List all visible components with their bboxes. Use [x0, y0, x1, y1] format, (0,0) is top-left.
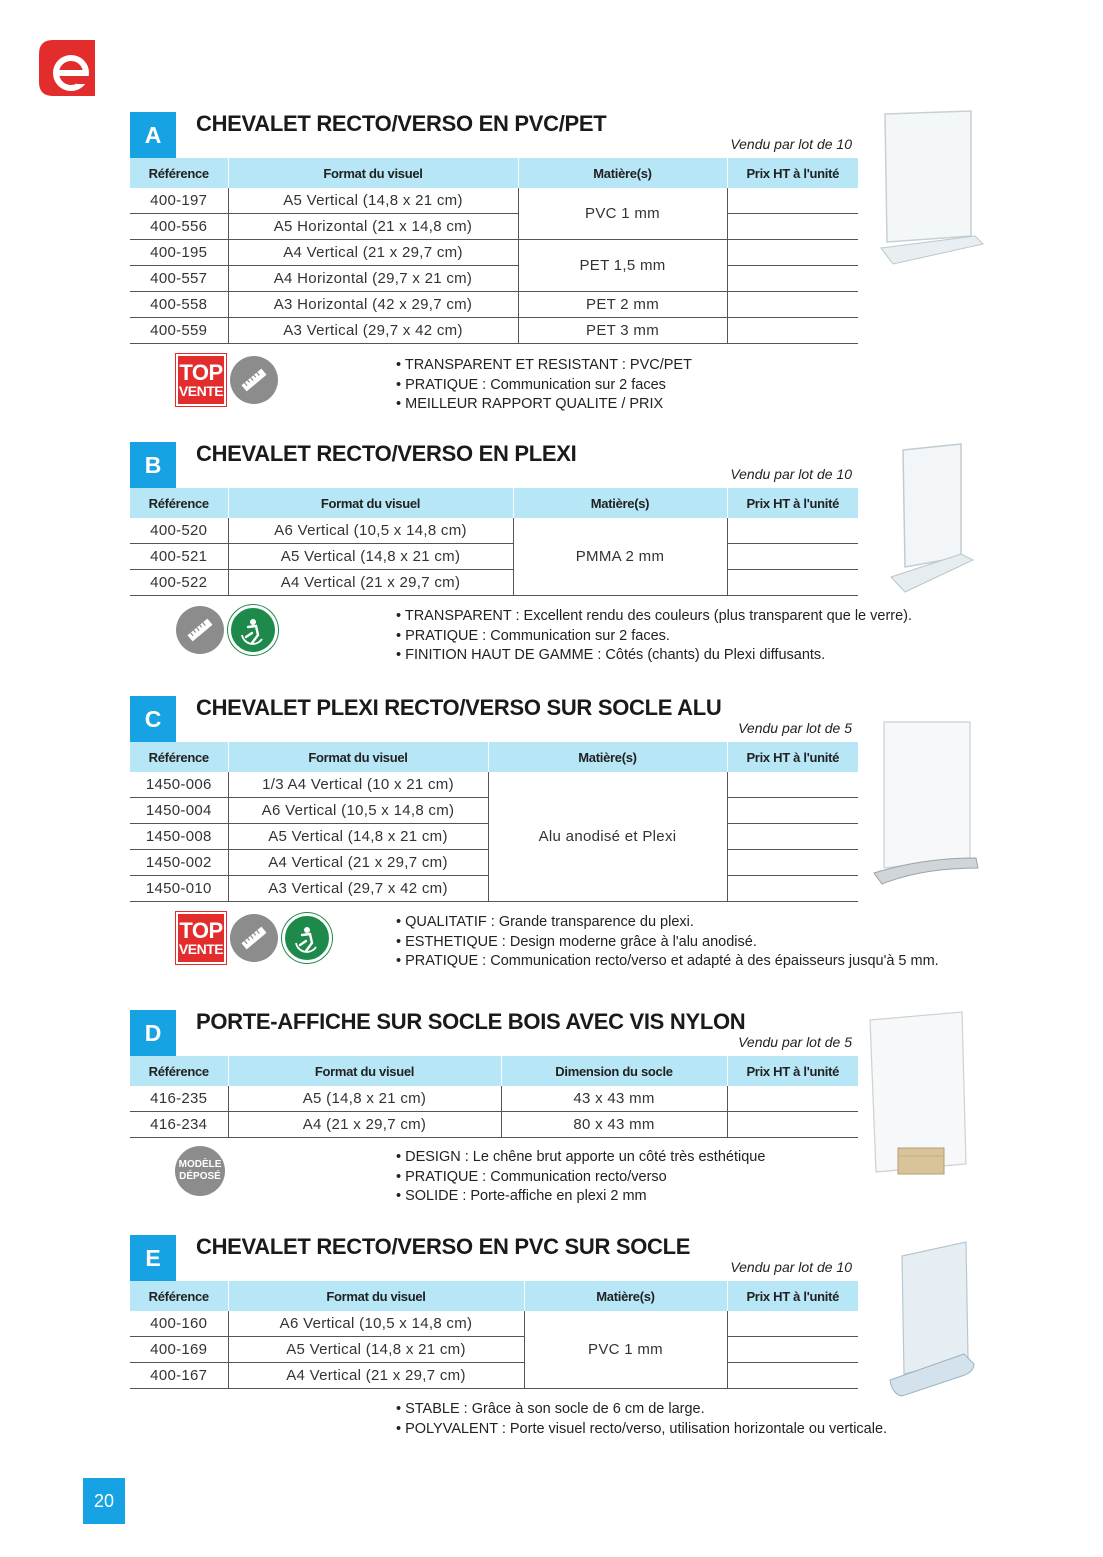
feature-item: • QUALITATIF : Grande transparence du plexi. — [396, 913, 939, 933]
cell-reference: 1450-006 — [130, 772, 228, 798]
section-letter: A — [130, 112, 176, 158]
cell-price — [727, 1363, 858, 1389]
cell-reference: 400-557 — [130, 266, 228, 292]
cell-reference: 400-169 — [130, 1337, 228, 1363]
cell-reference: 400-521 — [130, 544, 228, 570]
feature-item: • MEILLEUR RAPPORT QUALITE / PRIX — [396, 395, 692, 415]
cell-material: PET 2 mm — [518, 292, 727, 318]
section-e — [130, 1235, 858, 1395]
recycle-icon — [282, 913, 332, 963]
cell-material: PVC 1 mm — [518, 188, 727, 240]
section-letter: C — [130, 696, 176, 742]
cell-price — [727, 850, 858, 876]
top-vente-badge: TOP VENTE — [176, 912, 226, 964]
cell-reference: 400-558 — [130, 292, 228, 318]
col-header-reference: Référence — [130, 488, 228, 518]
section-title: CHEVALET RECTO/VERSO EN PVC SUR SOCLE — [196, 1234, 691, 1259]
feature-item: • PRATIQUE : Communication sur 2 faces. — [396, 627, 912, 647]
table-row — [130, 772, 858, 798]
cell-reference: 400-556 — [130, 214, 228, 240]
feature-item: • SOLIDE : Porte-affiche en plexi 2 mm — [396, 1187, 765, 1207]
table-row — [130, 240, 858, 266]
cell-reference: 400-197 — [130, 188, 228, 214]
features-list-e — [396, 1400, 887, 1439]
cell-price — [727, 798, 858, 824]
product-photo-a — [875, 108, 987, 270]
product-table — [130, 488, 858, 596]
table-row — [130, 1337, 858, 1363]
section-b — [130, 442, 858, 602]
col-header-format: Format du visuel — [228, 1056, 501, 1086]
col-header-price: Prix HT à l'unité — [727, 158, 858, 188]
product-table — [130, 158, 858, 344]
cell-reference: 1450-008 — [130, 824, 228, 850]
features-list-c — [396, 913, 939, 972]
feature-item: • TRANSPARENT ET RESISTANT : PVC/PET — [396, 356, 692, 376]
cell-format: A4 (21 x 29,7 cm) — [228, 1112, 501, 1138]
cell-format: A4 Vertical (21 x 29,7 cm) — [228, 850, 488, 876]
section-letter: B — [130, 442, 176, 488]
cell-format: A5 Vertical (14,8 x 21 cm) — [228, 544, 513, 570]
col-header-material: Matière(s) — [488, 742, 727, 772]
cell-reference: 416-235 — [130, 1086, 228, 1112]
cell-reference: 1450-002 — [130, 850, 228, 876]
col-header-reference: Référence — [130, 1281, 228, 1311]
cell-format: A3 Vertical (29,7 x 42 cm) — [228, 876, 488, 902]
feature-item: • TRANSPARENT : Excellent rendu des couleurs (plus transparent que le verre). — [396, 607, 912, 627]
section-title: CHEVALET RECTO/VERSO EN PVC/PET — [196, 111, 607, 136]
table-row — [130, 1311, 858, 1337]
cell-material: PMMA 2 mm — [513, 518, 727, 596]
col-header-format: Format du visuel — [228, 488, 513, 518]
cell-price — [727, 772, 858, 798]
cell-price — [727, 240, 858, 266]
cell-reference: 400-522 — [130, 570, 228, 596]
table-row — [130, 1086, 858, 1112]
cell-material: PET 1,5 mm — [518, 240, 727, 292]
section-c — [130, 696, 858, 906]
cell-price — [727, 544, 858, 570]
section-letter: E — [130, 1235, 176, 1281]
top-vente-badge: TOP VENTE — [176, 354, 226, 406]
table-row — [130, 266, 858, 292]
cell-format: A5 Vertical (14,8 x 21 cm) — [228, 188, 518, 214]
cell-format: A5 Vertical (14,8 x 21 cm) — [228, 824, 488, 850]
ruler-icon — [176, 606, 224, 654]
page-number: 20 — [83, 1478, 125, 1524]
col-header-reference: Référence — [130, 742, 228, 772]
cell-format: A6 Vertical (10,5 x 14,8 cm) — [228, 518, 513, 544]
product-photo-d — [866, 1008, 976, 1176]
table-row — [130, 214, 858, 240]
cell-price — [727, 266, 858, 292]
table-row — [130, 318, 858, 344]
product-table — [130, 1281, 858, 1389]
table-row — [130, 518, 858, 544]
badges-c — [176, 912, 332, 964]
cell-format: A6 Vertical (10,5 x 14,8 cm) — [228, 1311, 524, 1337]
section-title: CHEVALET PLEXI RECTO/VERSO SUR SOCLE ALU — [196, 695, 722, 720]
badges-a — [176, 354, 278, 406]
col-header-format: Format du visuel — [228, 742, 488, 772]
col-header-dimension: Dimension du socle — [501, 1056, 727, 1086]
cell-price — [727, 1311, 858, 1337]
col-header-price: Prix HT à l'unité — [727, 1056, 858, 1086]
feature-item: • FINITION HAUT DE GAMME : Côtés (chants) du Plexi diffusants. — [396, 646, 912, 666]
table-row — [130, 292, 858, 318]
table-row — [130, 188, 858, 214]
col-header-material: Matière(s) — [513, 488, 727, 518]
cell-reference: 1450-010 — [130, 876, 228, 902]
cell-format: 1/3 A4 Vertical (10 x 21 cm) — [228, 772, 488, 798]
cell-reference: 416-234 — [130, 1112, 228, 1138]
cell-format: A4 Vertical (21 x 29,7 cm) — [228, 570, 513, 596]
feature-item: • PRATIQUE : Communication recto/verso — [396, 1168, 765, 1188]
cell-price — [727, 518, 858, 544]
product-table — [130, 742, 858, 902]
section-title: CHEVALET RECTO/VERSO EN PLEXI — [196, 441, 577, 466]
cell-reference: 400-160 — [130, 1311, 228, 1337]
badges-b — [176, 605, 278, 655]
col-header-material: Matière(s) — [524, 1281, 727, 1311]
cell-dimension: 80 x 43 mm — [501, 1112, 727, 1138]
table-row — [130, 570, 858, 596]
cell-price — [727, 318, 858, 344]
ruler-icon — [230, 914, 278, 962]
cell-price — [727, 876, 858, 902]
cell-reference: 1450-004 — [130, 798, 228, 824]
lot-info: Vendu par lot de 5 — [738, 720, 852, 736]
cell-format: A5 Vertical (14,8 x 21 cm) — [228, 1337, 524, 1363]
lot-info: Vendu par lot de 5 — [738, 1034, 852, 1050]
cell-reference: 400-520 — [130, 518, 228, 544]
cell-material: Alu anodisé et Plexi — [488, 772, 727, 902]
cell-format: A5 Horizontal (21 x 14,8 cm) — [228, 214, 518, 240]
e-logo-icon — [39, 40, 95, 96]
cell-price — [727, 1112, 858, 1138]
table-row — [130, 1112, 858, 1138]
cell-format: A6 Vertical (10,5 x 14,8 cm) — [228, 798, 488, 824]
modele-depose-badge: MODÈLE DÉPOSÉ — [175, 1146, 225, 1196]
lot-info: Vendu par lot de 10 — [730, 136, 852, 152]
section-d — [130, 1010, 858, 1140]
lot-info: Vendu par lot de 10 — [730, 466, 852, 482]
feature-item: • DESIGN : Le chêne brut apporte un côté très esthétique — [396, 1148, 765, 1168]
feature-item: • POLYVALENT : Porte visuel recto/verso, utilisation horizontale ou verticale. — [396, 1420, 887, 1440]
feature-item: • PRATIQUE : Communication recto/verso et adapté à des épaisseurs jusqu'à 5 mm. — [396, 952, 939, 972]
cell-price — [727, 214, 858, 240]
ruler-icon — [230, 356, 278, 404]
cell-format: A3 Horizontal (42 x 29,7 cm) — [228, 292, 518, 318]
cell-material: PET 3 mm — [518, 318, 727, 344]
section-title: PORTE-AFFICHE SUR SOCLE BOIS AVEC VIS NYLON — [196, 1009, 746, 1034]
section-letter: D — [130, 1010, 176, 1056]
cell-price — [727, 570, 858, 596]
cell-format: A3 Vertical (29,7 x 42 cm) — [228, 318, 518, 344]
col-header-reference: Référence — [130, 158, 228, 188]
cell-format: A4 Vertical (21 x 29,7 cm) — [228, 240, 518, 266]
cell-format: A5 (14,8 x 21 cm) — [228, 1086, 501, 1112]
cell-format: A4 Horizontal (29,7 x 21 cm) — [228, 266, 518, 292]
feature-item: • ESTHETIQUE : Design moderne grâce à l'alu anodisé. — [396, 933, 939, 953]
col-header-material: Matière(s) — [518, 158, 727, 188]
features-list-b — [396, 607, 912, 666]
table-row — [130, 1363, 858, 1389]
cell-reference: 400-195 — [130, 240, 228, 266]
cell-price — [727, 1086, 858, 1112]
badges-d — [175, 1146, 225, 1196]
product-photo-c — [872, 718, 980, 896]
col-header-reference: Référence — [130, 1056, 228, 1086]
lot-info: Vendu par lot de 10 — [730, 1259, 852, 1275]
product-photo-b — [885, 442, 980, 594]
product-table — [130, 1056, 858, 1138]
feature-item: • STABLE : Grâce à son socle de 6 cm de large. — [396, 1400, 887, 1420]
table-row — [130, 544, 858, 570]
features-list-d — [396, 1148, 765, 1207]
col-header-price: Prix HT à l'unité — [727, 742, 858, 772]
product-photo-e — [888, 1240, 980, 1400]
cell-format: A4 Vertical (21 x 29,7 cm) — [228, 1363, 524, 1389]
cell-material: PVC 1 mm — [524, 1311, 727, 1389]
cell-reference: 400-559 — [130, 318, 228, 344]
cell-price — [727, 824, 858, 850]
feature-item: • PRATIQUE : Communication sur 2 faces — [396, 376, 692, 396]
cell-price — [727, 188, 858, 214]
cell-dimension: 43 x 43 mm — [501, 1086, 727, 1112]
cell-price — [727, 292, 858, 318]
cell-reference: 400-167 — [130, 1363, 228, 1389]
recycle-icon — [228, 605, 278, 655]
col-header-price: Prix HT à l'unité — [727, 488, 858, 518]
features-list-a — [396, 356, 692, 415]
col-header-format: Format du visuel — [228, 158, 518, 188]
cell-price — [727, 1337, 858, 1363]
col-header-format: Format du visuel — [228, 1281, 524, 1311]
col-header-price: Prix HT à l'unité — [727, 1281, 858, 1311]
